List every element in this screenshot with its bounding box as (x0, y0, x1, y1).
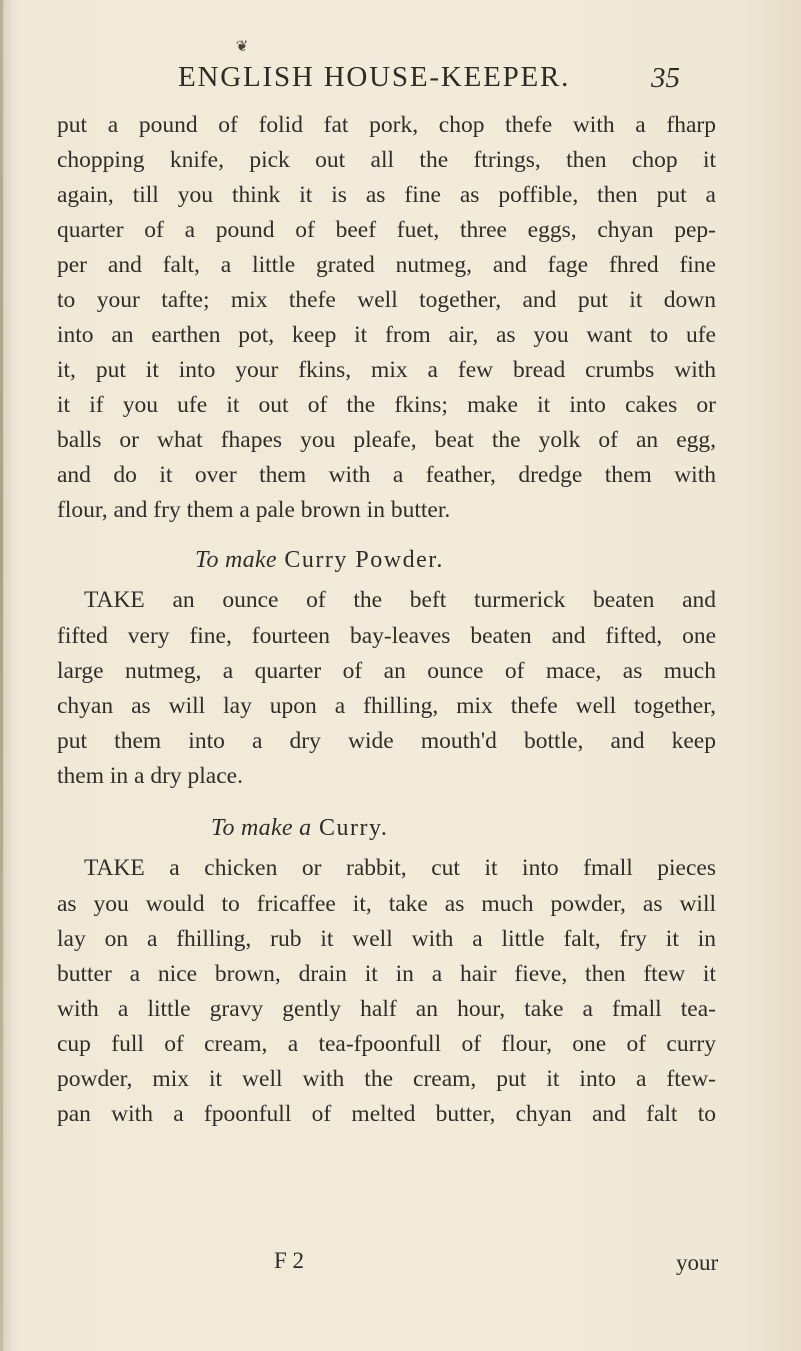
heading-title: Curry Powder. (284, 547, 444, 573)
text-line: fifted very fine, fourteen bay-leaves beaten and fifted, one (57, 623, 716, 649)
text-line: large nutmeg, a quarter of an ounce of mace, as much (57, 658, 716, 684)
heading-title: Curry. (318, 815, 389, 841)
text-line: and do it over them with a feather, dredge them with (57, 462, 716, 488)
text-line: them in a dry place. (57, 763, 243, 789)
text-line: TAKE an ounce of the beft turmerick beaten and (84, 587, 716, 613)
text-line: powder, mix it well with the cream, put it into a ftew- (57, 1066, 716, 1092)
text-line: butter a nice brown, drain it in a hair fieve, then ftew it (57, 961, 716, 987)
heading-prefix: To make (195, 547, 277, 573)
running-head-title: ENGLISH HOUSE-KEEPER. (178, 61, 571, 93)
section-heading-curry (211, 812, 388, 844)
text-line: lay on a fhilling, rub it well with a little falt, fry it in (57, 926, 716, 952)
text-line: into an earthen pot, keep it from air, as you want to ufe (57, 322, 716, 348)
text-line: pan with a fpoonfull of melted butter, chyan and falt to (57, 1101, 716, 1127)
signature-mark: F 2 (274, 1248, 305, 1273)
text-line: as you would to fricaffee it, take as much powder, as will (57, 891, 716, 917)
text-line: with a little gravy gently half an hour, take a fmall tea- (57, 996, 716, 1022)
section-heading-curry-powder (195, 544, 444, 576)
text-line: to your tafte; mix thefe well together, and put it down (57, 287, 716, 313)
text-line: it if you ufe it out of the fkins; make it into cakes or (57, 392, 716, 418)
text-line: cup full of cream, a tea-fpoonfull of flour, one of curry (57, 1031, 716, 1057)
text-line: flour, and fry them a pale brown in butter. (57, 497, 451, 523)
text-line: again, till you think it is as fine as poffible, then put a (57, 182, 716, 208)
text-line: per and falt, a little grated nutmeg, and fage fhred fine (57, 252, 716, 278)
fleuron-ornament-icon: ❦ (235, 37, 249, 55)
text-line: balls or what fhapes you pleafe, beat the yolk of an egg, (57, 427, 716, 453)
text-line: TAKE a chicken or rabbit, cut it into fmall pieces (84, 855, 716, 881)
text-line: put them into a dry wide mouth'd bottle, and keep (57, 728, 716, 754)
text-line: chyan as will lay upon a fhilling, mix thefe well together, (57, 693, 716, 719)
text-line: chopping knife, pick out all the ftrings, then chop it (57, 147, 716, 173)
text-line: it, put it into your fkins, mix a few bread crumbs with (57, 357, 716, 383)
catchword: your (676, 1250, 719, 1275)
page-number: 35 (651, 62, 680, 94)
text-line: put a pound of folid fat pork, chop thefe with a fharp (57, 112, 716, 138)
heading-prefix: To make a (211, 815, 312, 841)
text-line: quarter of a pound of beef fuet, three eggs, chyan pep- (57, 217, 716, 243)
